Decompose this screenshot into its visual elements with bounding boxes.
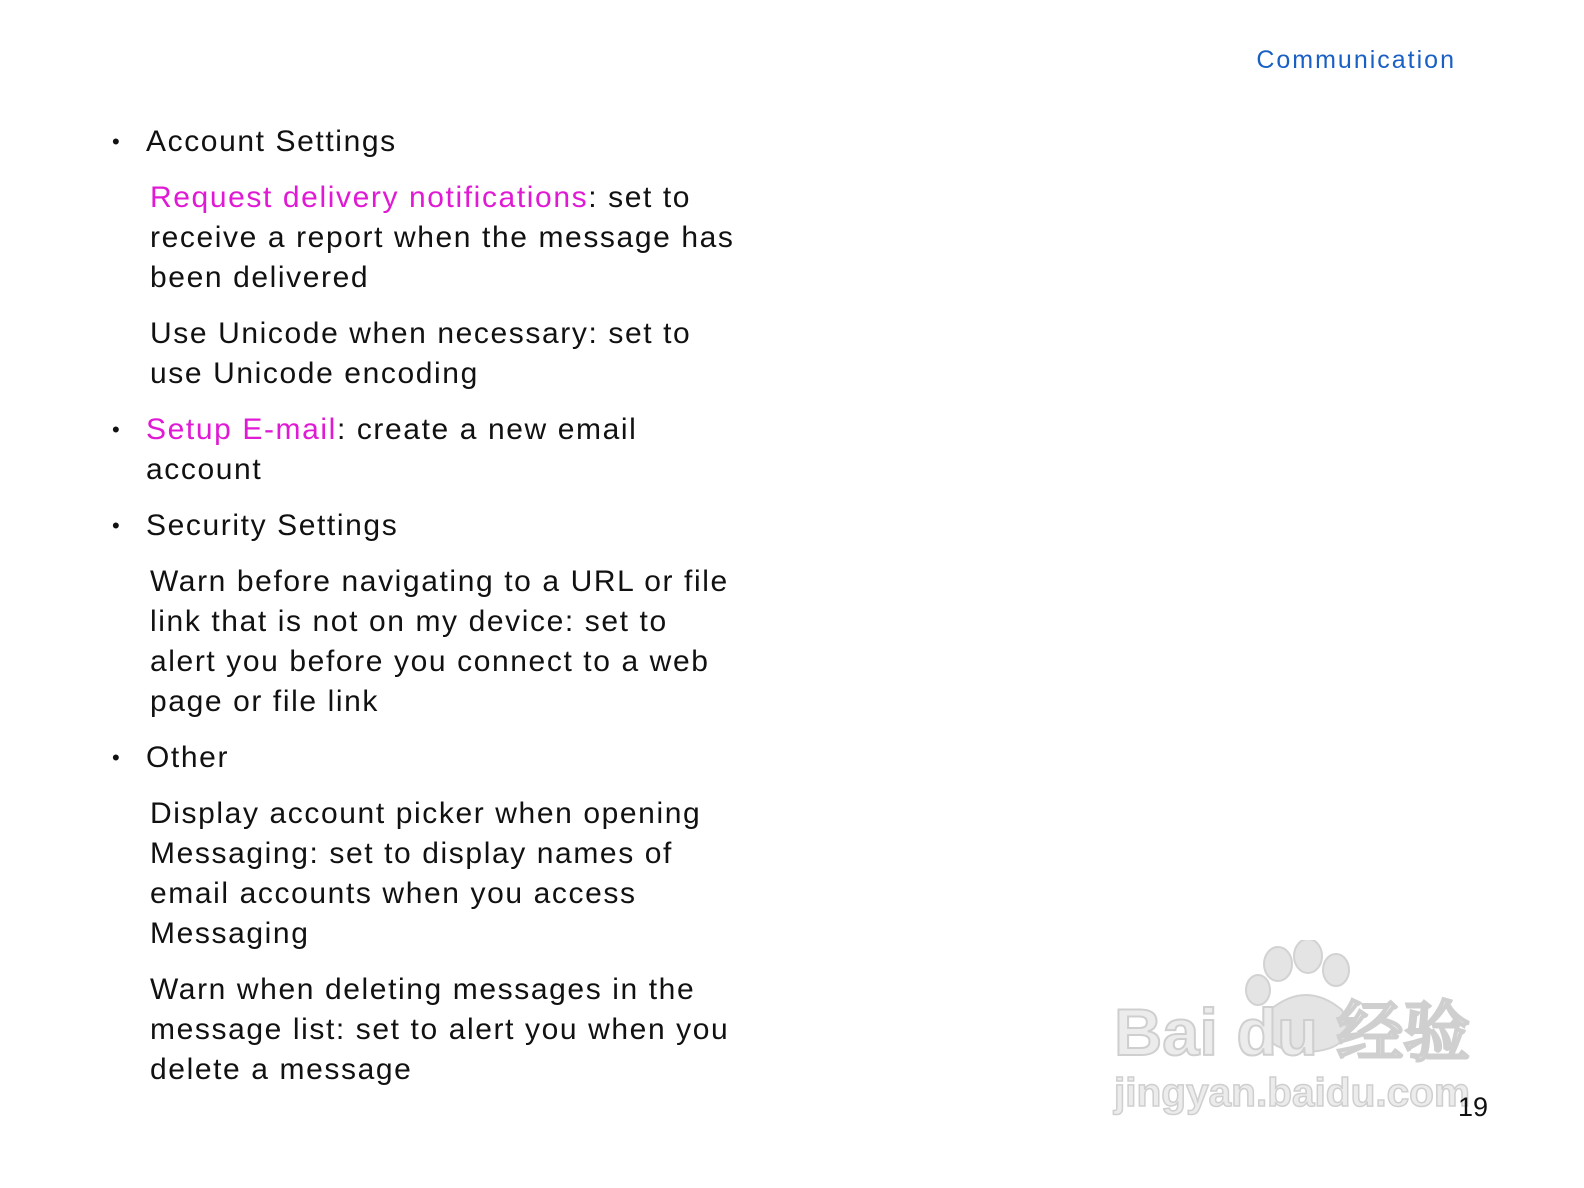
bullet-icon: • [112,513,122,538]
baidu-jingyan-watermark [1110,940,1480,1120]
request-delivery-notifications-term: Request delivery notifications [150,181,589,214]
settings-list [112,122,752,1106]
watermark-url: jingyan.baidu.com [1112,1071,1470,1115]
account-settings-heading: Account Settings [146,125,397,158]
request-delivery-notifications-desc: : set to receive a report when the message has been delivered [150,181,735,294]
setup-email-term: Setup E-mail [146,413,337,446]
list-item-account-settings [112,122,752,162]
warn-delete-item: Warn when deleting messages in the message list: set to alert you when you delete a message [150,973,730,1086]
list-item-security-settings [112,506,752,546]
unicode-item: Use Unicode when necessary: set to use Unicode encoding [150,317,692,390]
bullet-icon: • [112,417,122,442]
other-heading: Other [146,741,230,774]
request-delivery-notifications-item [112,178,740,298]
warn-url-item: Warn before navigating to a URL or file link that is not on my device: set to alert you before you connect to a web page or file link [150,565,729,718]
list-item-setup-email [112,410,752,490]
page-number: 19 [1457,1092,1488,1122]
setup-email-desc: : create a new email account [146,413,638,486]
watermark-brand: Bai du 经验 [1114,995,1470,1069]
security-settings-heading: Security Settings [146,509,399,542]
section-title: Communication [1256,46,1456,74]
bullet-icon: • [112,129,122,154]
list-item-other [112,738,752,778]
account-picker-item: Display account picker when opening Messaging: set to display names of email accounts when you access Messaging [150,797,702,950]
bullet-icon: • [112,745,122,770]
